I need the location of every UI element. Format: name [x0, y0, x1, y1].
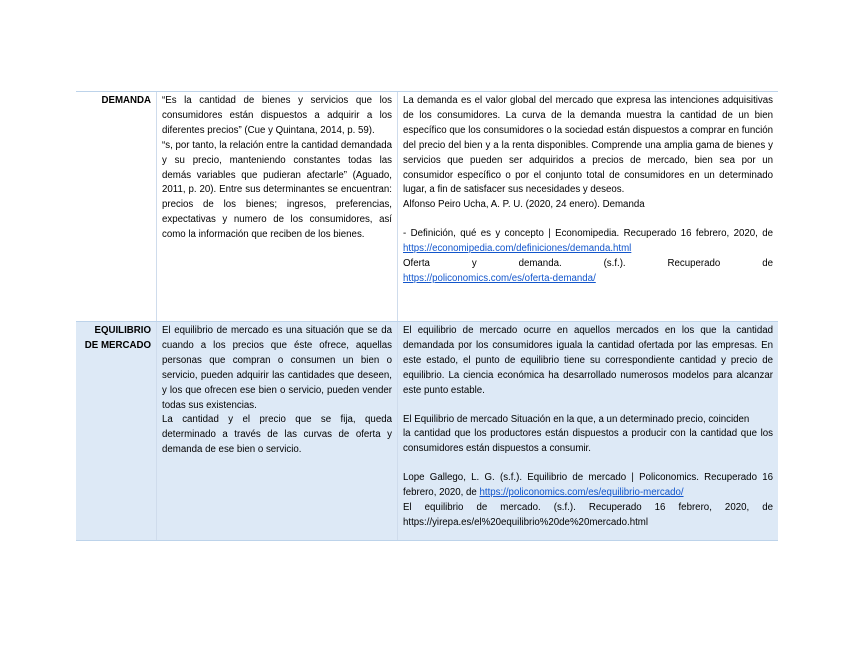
explanation-paragraph: El Equilibrio de mercado Situación en la que, a un determinado precio, coinciden	[403, 413, 750, 425]
explanation-paragraph: la cantidad que los productores están dispuestos a producir con la cantidad que los consumidores están dispuestos a consumir.	[403, 428, 773, 455]
definition-paragraph: La cantidad y el precio que se fija, queda determinado a través de las curvas de oferta y demanda de ese bien o servicio.	[162, 414, 392, 456]
citation-text	[403, 257, 773, 272]
definition-paragraph: El equilibrio de mercado es una situación que se da cuando a los precios que éste ofrece, aquellas personas que compran o consumen un bien o servicio, pueden adquirir las cantidades que deseen, y los que ofrecen ese bien o servicio, pueden vender todas sus existencias.	[162, 325, 392, 411]
definition-cell	[157, 322, 398, 541]
citation-text: Alfonso Peiro Ucha, A. P. U. (2020, 24 enero). Demanda	[403, 199, 645, 211]
term-label: DEMANDA	[101, 95, 151, 106]
table-row-demanda	[76, 92, 778, 322]
reference-link[interactable]: https://policonomics.com/es/equilibrio-mercado/	[479, 487, 684, 499]
explanation-cell	[398, 92, 779, 322]
reference-link[interactable]: https://economipedia.com/definiciones/demanda.html	[403, 243, 632, 255]
term-label: EQUILIBRIO DE MERCADO	[84, 325, 151, 351]
explanation-cell	[398, 322, 779, 541]
citation-text	[403, 227, 773, 257]
table-row-equilibrio	[76, 322, 778, 541]
spacer	[403, 213, 773, 227]
citation-text: El equilibrio de mercado. (s.f.). Recuperado 16 febrero, 2020, de https://yirepa.es/el%20equilibrio%20de%20mercado.html	[403, 502, 773, 528]
definitions-table	[76, 91, 778, 541]
definition-paragraph: “s, por tanto, la relación entre la cantidad demandada y su precio, manteniendo constantes todas las demás variables que pudieran afectarle” (Aguado, 2011, p. 20). Entre sus determinantes se encuentran: precios de los bienes; ingresos, preferencias, expectativas y numero de los consumidores, así como la información que reciben de los bienes.	[162, 139, 392, 241]
citation-link-line	[403, 272, 773, 287]
citation-text	[403, 471, 773, 501]
citation-text-part: - Definición, qué es y concepto | Economipedia. Recuperado 16 febrero, 2020, de	[403, 228, 773, 240]
term-cell	[76, 92, 157, 322]
definition-cell	[157, 92, 398, 322]
reference-link[interactable]: https://policonomics.com/es/oferta-demanda/	[403, 272, 596, 284]
citation-text-part: Oferta y demanda. (s.f.). Recuperado de	[403, 258, 773, 270]
definition-paragraph: “Es la cantidad de bienes y servicios que los consumidores están dispuestos a adquirir a los diferentes precios” (Cue y Quintana, 2014, p. 59).	[162, 95, 392, 136]
citation-text-part: Lope Gallego, L. G. (s.f.). Equilibrio de mercado | Policonomics. Recuperado 16 febrero, 2020, de	[403, 472, 773, 499]
spacer	[403, 399, 773, 413]
explanation-paragraph: La demanda es el valor global del mercado que expresa las intenciones adquisitivas de los consumidores. La curva de la demanda muestra la cantidad de un bien específico que los consumidores o la sociedad están dispuestos a comprar en función del precio del bien y a la renta disponibles. Comprende una amplia gama de bienes y servicios que pueden ser adquiridos a precios de mercado, bien sea por un consumidor específico o por el conjunto total de consumidores en un determinado lugar, a fin de satisfacer sus necesidades y deseos.	[403, 95, 773, 196]
term-cell	[76, 322, 157, 541]
explanation-paragraph: El equilibrio de mercado ocurre en aquellos mercados en los que la cantidad demandada por los consumidores iguala la cantidad ofertada por las empresas. En este estado, el punto de equilibrio tiene su correspondiente cantidad y precio de equilibrio. La ciencia económica ha desarrollado numerosos modelos para alcanzar este punto estable.	[403, 325, 773, 396]
spacer	[403, 457, 773, 471]
